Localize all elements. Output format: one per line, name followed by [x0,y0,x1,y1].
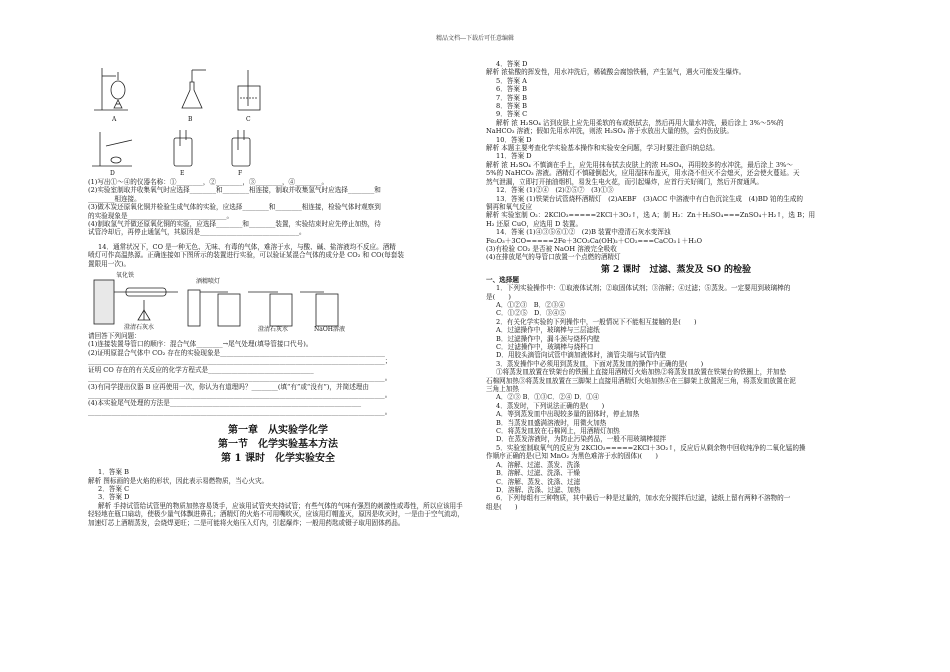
right-column [486,60,866,511]
explanation-line: 解析 实验室制 O₂：2KClO₃=====2KCl＋3O₂↑，选 A；制 H₂：Zn＋H₂SO₄===ZnSO₄＋H₂↑，选 B；用 [486,211,816,220]
answer-line: 1．答案 B [98,468,129,477]
answer-line: 9．答案 C [496,110,528,119]
answers-block [88,468,468,527]
text-line: 请回答下列问题： [88,332,141,341]
option-line: D．溶解、洗涤、过滤、加热 [496,485,581,494]
text-line: (1)写出①～④的仪器名称：①________，②________，③________，④________。 [88,178,329,186]
lesson-title: 第 1 课时 化学实验安全 [221,453,335,465]
text-line: (3)做木炭还原氧化铜并检验生成气体的实验，应选择________和________相连接，检验气体时观察到 [88,203,381,212]
option-line: A．溶解、过滤、蒸发、洗涤 [496,460,580,469]
apparatus-figure-abc [88,60,468,126]
answer-line: 3．答案 D [98,493,130,502]
apparatus-figure-def [88,126,468,178]
apparatus-figure-14 [88,270,468,332]
answer-line: 6．答案 B [496,85,527,94]
text-line: __________________________________________________________________________________________。 [88,407,392,416]
option-line: B．当蒸发皿盛满溶液时，用微火加热 [496,418,607,427]
question-line: 4．蒸发时，下列说法正确的是( ) [496,401,605,410]
answer-line: 2．答案 C [98,484,130,493]
figure-label-c: C [246,116,251,123]
text-line: (3)有同学提出仪器 B 应再使用一次，你认为有道理吗？________(填“有”或“没有”)，并简述理由 [88,382,369,391]
choice-questions [486,284,866,511]
figure-label-d: D [110,170,115,177]
figure-label-lamp: 酒精喷灯 [196,278,221,286]
text-line: __________________________________________________________________________________________； [88,357,392,366]
left-column [88,60,468,527]
answer-line: 铜再和氧气反应 [486,202,533,211]
text-line: 的实验现象是______________________________。 [88,211,234,220]
option-line: B．溶解、过滤、洗涤、干燥 [496,469,580,478]
text-line: (1)连接装置导管口的顺序：混合气体________→尾气处理(填导管接口代号)。 [88,340,313,349]
answer-line: 4．答案 D [496,60,528,68]
chapter-title: 第一章 从实验学化学 [228,425,328,437]
figure-label-naoh: NaOH溶液 [314,326,345,334]
figure-label-iron-oxide: 氧化铁 [116,272,135,280]
question-line: 2．有关化学实验的下列操作中，一般情况下不能相互接触的是( ) [496,317,697,326]
question-line: 1．下列实验操作中：①取液体试剂；②取固体试剂；③溶解；④过滤；⑤蒸发。一定要用到玻璃棒的 [496,284,791,293]
answer-line: 11．答案 D [496,152,532,161]
text-line: __________________________________________________________________________________________。 [88,390,392,399]
answer-line: (3)有检验 CO₂ 是否被 NaOH 溶液完全吸收 [486,244,617,253]
figure-label-limewater-2: 澄清石灰水 [258,326,289,334]
explanation-line: 解析 浓盐酸的挥发性，用水冲洗后，稀硫酸会腐蚀铁桶，产生氢气，遇火可能发生爆炸。 [486,68,746,77]
question-line: 组是( ) [486,502,518,511]
option-line: C．过滤操作中，玻璃棒与烧杯口 [496,343,594,351]
explanation-line: H₂ 还原 CuO，应选用 D 装置。 [486,219,583,228]
text-line: 14．通常状况下，CO 是一种无色、无味、有毒的气体，难溶于水，与酸、碱、盐溶液均不反应。酒精 [98,242,396,251]
question-line: 作顺序正确的是(已知 MnO₂ 为黑色难溶于水的固体)( ) [486,452,658,461]
text-line: ________相连接。 [88,194,141,203]
answers-continued [486,60,866,262]
answer-line: 8．答案 B [496,102,527,111]
text-line: 证明 CO 存在的有关反应的化学方程式是________________________________ [88,365,314,374]
apparatus-def-drawing [88,126,468,178]
option-line: A．②③ B．①③C．②④ D．①④ [496,393,600,402]
section-title: 第一节 化学实验基本方法 [218,439,338,451]
question-line: 5．实验室制取氧气的反应为 2KClO₃=====2KCl＋3O₂↑，反应后从剩余物中回收纯净的二氧化锰的操 [496,443,806,452]
option-line: B．过滤操作中，漏斗颈与烧杯内壁 [496,334,600,343]
answer-line: (4)在排放尾气的导管口放置一个点燃的酒精灯 [486,253,621,262]
figure-label-limewater-1: 澄清石灰水 [124,324,155,332]
lesson-2-title: 第 2 课时 过滤、蒸发及 SO 的检验 [600,264,752,275]
option-line: A．过滤操作中，玻璃棒与三层滤纸 [496,326,600,335]
answer-line: 12．答案 (1)②④ (2)②⑤⑦ (3)①③ [496,186,614,195]
explanation-line: 解析 浓 H₂SO₄ 沾到皮肤上应先用柔软的布或纸拭去，然后再用大量水冲洗，最后涂上 3%～5%的 [496,118,784,127]
option-line: D．用胶头滴管向试管中滴加液体时，滴管尖端与试管内壁 [496,351,667,360]
page-header: 精品文档---下载后可任意编辑 [435,35,515,42]
apparatus-14-drawing [88,270,468,332]
question-14-text [88,332,468,416]
figure-label-a: A [112,116,117,123]
text-line: (2)实验室制取并收集氧气时应选择________和________相连接，制取并收集氢气时应选择________和 [88,186,381,195]
answer-line: Fe₂O₃＋3CO=====2Fe＋3CO₂Ca(OH)₂＋CO₂===CaCO₃↓＋H₂O [486,236,703,245]
figure-label-f: F [238,170,243,177]
answer-line: 13．答案 (1)铁架台试管烧杯酒精灯 (2)AEBF (3)ACC 中溶液中有白色沉淀生成 (4)BD 铂的生成的 [496,194,804,203]
explanation-line: 解析 浓 H₂SO₄ 不慎滴在手上，应先用抹布拭去皮肤上的浓 H₂SO₄，再用较多的水冲洗，最后涂上 3%～ [486,160,793,169]
option-line: A．①②③ B．②③④ [496,300,565,309]
explanation-line: 解析 图标画的是火焰的形状，因此表示易燃物质，当心火灾。 [88,476,269,485]
answer-line: 10．答案 D [496,135,532,144]
question-line: 3．蒸发操作中必须用到蒸发皿，下面对蒸发皿的操作中正确的是( ) [496,359,704,368]
option-line: C．溶解、蒸发、洗涤、过滤 [496,477,581,486]
text-line: 置限用一次)。 [88,259,131,268]
figure-label-e: E [180,170,185,177]
answer-line: 7．答案 B [496,93,527,102]
figure-label-b: B [188,116,193,123]
question-line: 三角上加热 [486,385,519,394]
text-line: __________________________________________________________________________________________。 [88,374,392,383]
question-13-text [88,178,468,268]
option-line: C．①②⑤ D．③④⑤ [496,309,566,318]
answer-line: 14．答案 (1)④③⑤⑥①② (2)B 装置中澄清石灰水变浑浊 [496,228,671,237]
explanation-paragraph: 解析 手持试管给试管里的物质加热容易烫手，应该用试管夹夹持试管；有些气体的气味有强烈的刺激性或毒性，所以应该用手轻轻地在瓶口扇动，使极少量气体飘进鼻孔；酒精灯的火焰不可用嘴吹灭，应该用灯帽盖灭，原因是吹灭时，一是由于空气流动，加速灯芯上酒精蒸发，会烧焊更旺；二是可能将火焰压入灯内，引起爆炸；一般用药匙或镊子取用固体药品。 [88,501,464,527]
option-line: C．将蒸发皿放在石棉网上，用酒精灯加热 [496,427,620,436]
answer-line: 5．答案 A [496,76,527,85]
question-line: ①将蒸发皿放置在铁架台的铁圈上直接用酒精灯火焰加热②将蒸发皿放置在铁架台的铁圈上，并加垫 [496,368,787,377]
section-subhead: 一、选择题 [486,275,519,284]
question-line: 是( ) [486,292,511,301]
explanation-line: 解析 本题主要考查化学实验基本操作和实验安全问题，学习时要注意归纳总结。 [486,144,719,153]
question-line: 石棉网加热③将蒸发皿放置在三脚架上直接用酒精灯火焰加热④在三脚架上放置泥三角，将蒸发皿放置在泥 [486,376,796,385]
option-line: A．等到蒸发皿中出现较多量的固体时，停止加热 [496,410,640,419]
text-line: (2)证明原混合气体中 CO₂ 存在的实验现象是__________________________________________________ [88,348,385,357]
text-line: 试管冷却后，再停止通氢气，其原因是______________________________。 [88,228,306,237]
apparatus-abc-drawing [88,60,468,126]
explanation-line: NaHCO₃ 溶液；假如先用水冲洗，则浓 H₂SO₄ 溶于水放出大量的热，会灼伤皮肤。 [486,127,734,136]
option-line: D．在蒸发溶液时，为防止污染药品，一般不用玻璃棒搅拌 [496,435,667,444]
explanation-line: 5%的 NaHCO₃ 溶液。酒精灯不慎碰倒起火，应用湿抹布盖灭，用水浇不但灭不会熄灭，还会使火蔓延。天 [486,169,800,178]
text-line: (4)本实验尾气处理的方法是__________________________________________________________ [88,399,362,408]
question-line: 6．下列每组有三种物质，其中最后一种是过量的，加水充分搅拌后过滤，滤纸上留有两种不溶物的一 [496,494,791,503]
explanation-line: 然气泄漏，立即打开抽油烟机，易发生电火花，而引起爆炸，应首行关好阀门，然后开窗通风。 [486,177,763,186]
text-line: (4)制取氢气并做还原氧化铜的实验，应选择________和________装置，实验结束时应先停止加热，待 [88,220,381,229]
text-line: 喷灯可作高温热源。正确连接如下图所示的装置进行实验，可以验证某混合气体的成分是 CO₂ 和 CO(每套装 [88,251,404,260]
